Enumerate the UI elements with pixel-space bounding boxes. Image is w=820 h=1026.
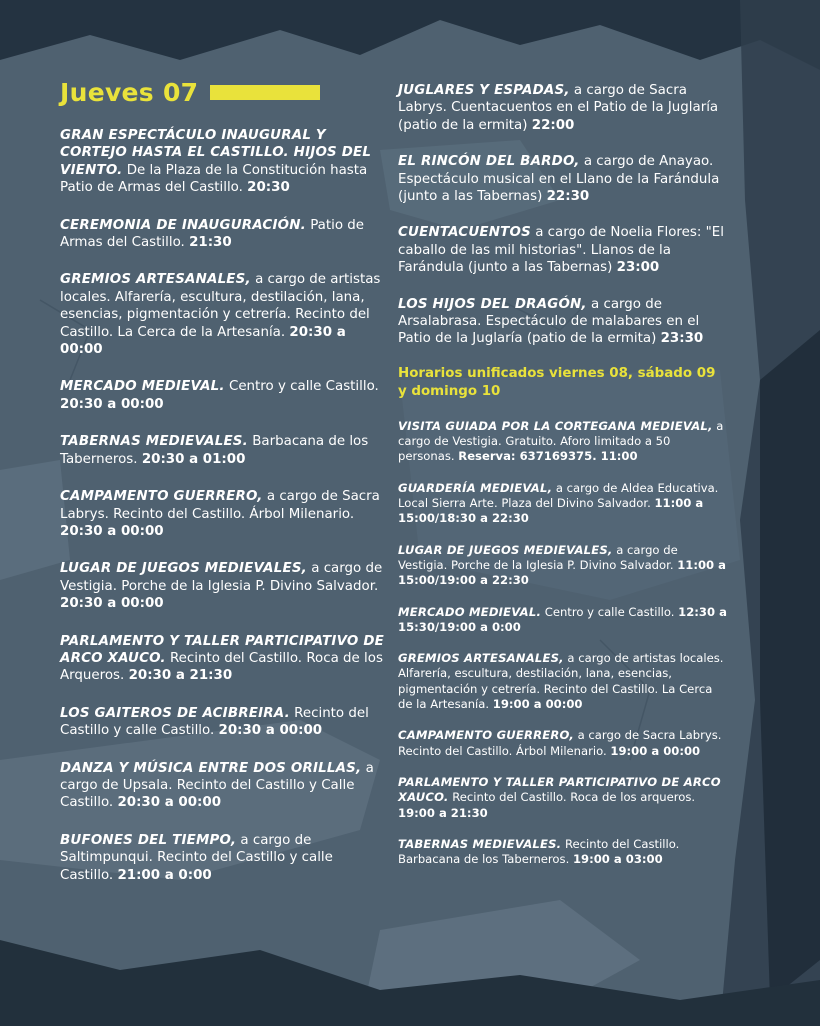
event-title: TABERNAS MEDIEVALES. xyxy=(398,836,562,851)
day-title: Jueves 07 xyxy=(60,78,199,107)
event-time: 19:00 a 21:30 xyxy=(398,805,488,820)
event-title: VISITA GUIADA POR LA CORTEGANA MEDIEVAL, xyxy=(398,418,713,433)
event-item xyxy=(398,224,728,276)
left-event-list xyxy=(60,127,385,884)
event-description: Barbacana de los Taberneros. xyxy=(60,434,369,467)
event-item xyxy=(60,217,385,252)
event-title: GUARDERÍA MEDIEVAL, xyxy=(398,480,553,495)
event-description: a cargo de Sacra Labrys. Recinto del Castillo. Árbol Milenario. xyxy=(60,489,380,522)
event-time: 19:00 a 00:00 xyxy=(610,743,701,758)
event-description: a cargo de Upsala. Recinto del Castillo y Calle Castillo. xyxy=(60,760,374,811)
event-time: 23:00 xyxy=(616,260,660,276)
event-item xyxy=(60,633,385,685)
event-item xyxy=(60,433,385,468)
event-item xyxy=(60,378,385,413)
event-item xyxy=(398,153,728,205)
event-description: a cargo de Sacra Labrys. Recinto del Castillo. Árbol Milenario. xyxy=(398,728,722,758)
event-description: a cargo de artistas locales. Alfarería, escultura, destilación, lana, esencias, pigmentación y cetrería. Recinto del Castillo. La Cerca de la Artesanía. xyxy=(60,272,381,340)
event-description: Centro y calle Castillo. xyxy=(544,604,675,619)
event-description: a cargo de Saltimpunqui. Recinto del Castillo y calle Castillo. xyxy=(60,832,333,883)
event-title: MERCADO MEDIEVAL. xyxy=(398,604,542,619)
event-item xyxy=(60,271,385,358)
event-item xyxy=(60,488,385,540)
event-time: 22:30 xyxy=(546,189,590,205)
event-title: LOS GAITEROS DE ACIBREIRA. xyxy=(60,705,290,721)
event-time: 19:00 a 03:00 xyxy=(572,852,663,867)
event-description: a cargo de Arsalabrasa. Espectáculo de malabares en el Patio de la Juglaría (patio de la ermita) xyxy=(398,296,700,347)
event-time: 20:30 a 21:30 xyxy=(128,668,233,684)
event-title: PARLAMENTO Y TALLER PARTICIPATIVO DE ARCO XAUCO. xyxy=(398,774,721,805)
event-time: 19:00 a 00:00 xyxy=(492,697,583,712)
event-item xyxy=(398,82,728,134)
event-description: Patio de Armas del Castillo. xyxy=(60,217,365,251)
event-item xyxy=(398,775,728,821)
event-title: LUGAR DE JUEGOS MEDIEVALES, xyxy=(398,542,613,557)
day-accent-bar xyxy=(210,85,320,100)
event-time: 20:30 a 00:00 xyxy=(60,596,164,612)
event-title: JUGLARES Y ESPADAS, xyxy=(398,83,570,98)
event-time: Reserva: 637169375. 11:00 xyxy=(458,449,638,464)
event-description: Recinto del Castillo. Roca de los Arqueros. xyxy=(60,650,383,684)
event-title: MERCADO MEDIEVAL. xyxy=(60,379,225,395)
event-item xyxy=(398,481,728,527)
event-title: GRAN ESPECTÁCULO INAUGURAL Y CORTEJO HASTA EL CASTILLO. HIJOS DEL VIENTO. xyxy=(60,128,372,178)
event-title: BUFONES DEL TIEMPO, xyxy=(60,832,237,848)
event-title: EL RINCÓN DEL BARDO, xyxy=(398,154,580,170)
event-title: CAMPAMENTO GUERRERO, xyxy=(398,728,574,743)
event-item xyxy=(398,728,728,759)
event-item xyxy=(398,837,728,868)
event-time: 20:30 a 00:00 xyxy=(60,396,164,412)
event-item xyxy=(60,127,385,197)
event-title: DANZA Y MÚSICA ENTRE DOS ORILLAS, xyxy=(60,760,362,776)
event-time: 20:30 a 00:00 xyxy=(117,795,222,811)
event-item xyxy=(398,651,728,712)
event-time: 22:00 xyxy=(531,117,575,133)
event-time: 11:00 a 15:00/19:00 a 22:30 xyxy=(398,557,726,588)
event-description: De la Plaza de la Constitución hasta Patio de Armas del Castillo. xyxy=(60,162,368,196)
event-title: GREMIOS ARTESANALES, xyxy=(398,651,564,666)
unified-event-list xyxy=(398,419,728,868)
event-description: a cargo de Vestigia. Porche de la Iglesia P. Divino Salvador. xyxy=(60,561,383,594)
event-time: 21:00 a 0:00 xyxy=(117,867,212,883)
event-time: 12:30 a 15:30/19:00 a 0:00 xyxy=(398,604,727,634)
event-time: 11:00 a 15:00/18:30 a 22:30 xyxy=(398,496,704,526)
unified-schedule-heading: Horarios unificados viernes 08, sábado 09 y domingo 10 xyxy=(398,365,716,399)
event-description: Centro y calle Castillo. xyxy=(228,379,379,395)
left-column xyxy=(60,78,385,904)
event-item xyxy=(398,605,728,636)
event-title: TABERNAS MEDIEVALES. xyxy=(60,434,248,450)
event-title: CAMPAMENTO GUERRERO, xyxy=(60,489,263,505)
event-time: 20:30 a 00:00 xyxy=(60,523,164,539)
right-event-list xyxy=(398,82,728,348)
event-description: a cargo de Sacra Labrys. Cuentacuentos en el Patio de la Juglaría (patio de la ermita) xyxy=(398,83,719,133)
event-item xyxy=(60,760,385,812)
event-time: 23:30 xyxy=(660,331,704,347)
event-description: Recinto del Castillo y calle Castillo. xyxy=(60,705,369,739)
event-time: 20:30 a 00:00 xyxy=(60,324,346,358)
event-time: 21:30 xyxy=(189,235,232,251)
event-title: GREMIOS ARTESANALES, xyxy=(60,272,251,288)
event-item xyxy=(398,296,728,348)
event-description: a cargo de Anayao. Espectáculo musical en el Llano de la Farándula (junto a las Tabernas) xyxy=(398,154,720,205)
event-description: a cargo de Noelia Flores: "El caballo de las mil historias". Llanos de la Farándula (junto a las Tabernas) xyxy=(398,225,724,276)
event-description: Recinto del Castillo. Barbacana de los Taberneros. xyxy=(398,836,680,867)
event-title: LUGAR DE JUEGOS MEDIEVALES, xyxy=(60,561,307,577)
right-column xyxy=(398,82,728,883)
event-item xyxy=(60,705,385,740)
event-item xyxy=(398,543,728,589)
event-description: a cargo de Aldea Educativa. Local Sierra Arte. Plaza del Divino Salvador. xyxy=(398,480,719,511)
event-time: 20:30 a 00:00 xyxy=(218,723,323,739)
event-time: 20:30 a 01:00 xyxy=(141,451,246,467)
event-time: 20:30 xyxy=(247,180,290,196)
event-description: a cargo de Vestigia. Gratuito. Aforo limitado a 50 personas. xyxy=(398,418,724,464)
event-description: Recinto del Castillo. Roca de los arqueros. xyxy=(452,790,696,805)
event-title: CUENTACUENTOS xyxy=(398,225,531,241)
event-item xyxy=(60,832,385,884)
event-title: LOS HIJOS DEL DRAGÓN, xyxy=(398,296,587,312)
event-title: PARLAMENTO Y TALLER PARTICIPATIVO DE ARCO XAUCO. xyxy=(60,633,385,666)
event-item xyxy=(60,560,385,612)
event-title: CEREMONIA DE INAUGURACIÓN. xyxy=(60,217,306,233)
event-description: a cargo de Vestigia. Porche de la Iglesia P. Divino Salvador. xyxy=(398,542,678,572)
event-description: a cargo de artistas locales. Alfarería, escultura, destilación, lana, esencias, pigmentación y cetrería. Recinto del Castillo. La Cerca de la Artesanía. xyxy=(398,651,724,712)
day-heading xyxy=(60,78,385,107)
event-item xyxy=(398,419,728,465)
